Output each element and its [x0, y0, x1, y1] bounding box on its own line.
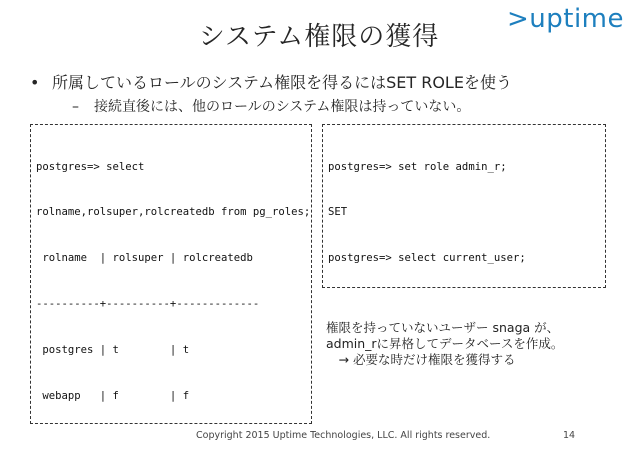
sub-bullet — [72, 96, 470, 116]
code-line: rolname | rolsuper | rolcreatedb — [36, 252, 253, 265]
code-line: postgres | t | t — [36, 344, 190, 357]
code-line: postgres=> set role admin_r; — [328, 160, 507, 173]
copyright-footer: Copyright 2015 Uptime Technologies, LLC. All rights reserved. — [196, 430, 491, 441]
note-line: 権限を持っていないユーザー snaga が、 — [326, 320, 560, 335]
code-line: SET — [328, 206, 348, 219]
slide-title: システム権限の獲得 — [198, 22, 440, 52]
code-line: webapp | f | f — [36, 390, 190, 403]
uptime-logo: >uptime — [506, 4, 624, 34]
main-bullet-text: 所属しているロールのシステム権限を得るにはSET ROLEを使う — [52, 73, 512, 92]
code-line: ----------+----------+------------- — [36, 298, 260, 311]
code-line: postgres=> select current_user; — [328, 252, 526, 265]
left-code-block — [30, 124, 312, 424]
right-code-block — [322, 124, 606, 288]
code-line: rolname,rolsuper,rolcreatedb from pg_roles; — [36, 206, 311, 219]
sub-bullet-dash-icon: – — [72, 99, 79, 115]
note-line: admin_rに昇格してデータベースを作成。 — [326, 336, 564, 351]
note-line: → 必要な時だけ権限を獲得する — [326, 352, 516, 367]
bullet-dot-icon: • — [30, 73, 40, 92]
sub-bullet-text: 接続直後には、他のロールのシステム権限は持っていない。 — [94, 99, 471, 115]
explanation-note — [326, 320, 563, 368]
code-line: postgres=> select — [36, 160, 145, 173]
page-number: 14 — [563, 430, 576, 441]
main-bullet — [30, 70, 512, 93]
